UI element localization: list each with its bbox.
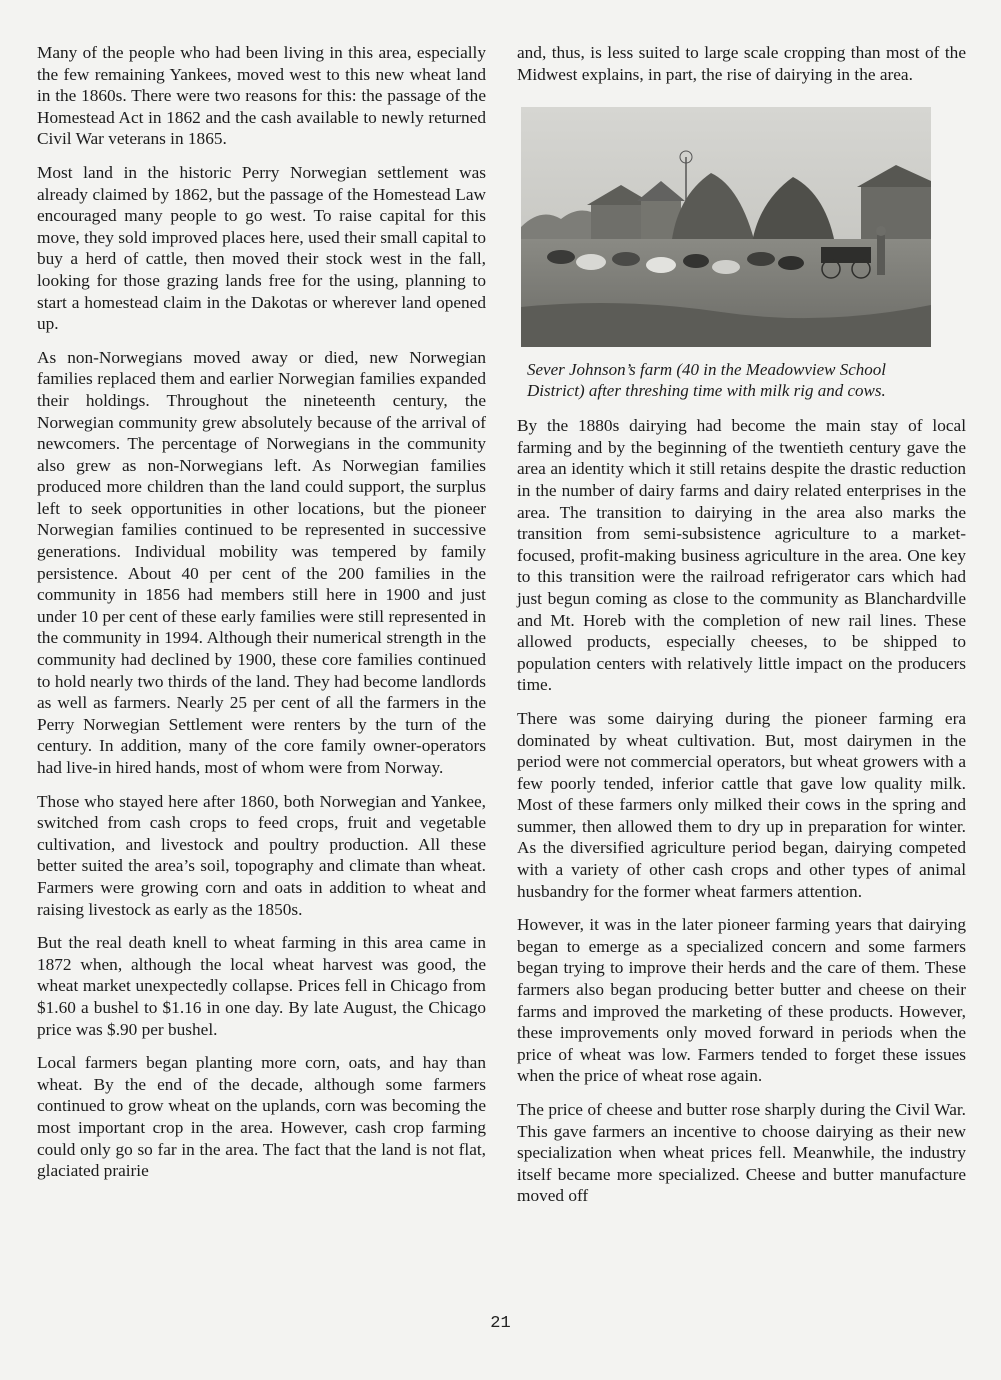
left-paragraph-3: As non-Norwegians moved away or died, new Norwegian families replaced them and earlier Norwegian families expanded their holdings. Throughout the nineteenth century, the Norwegian community grew absolutely because of the arrival of newcomers. The percentage of Norwegians in the community also grew as non-Norwegians left. As Norwegian families produced more children than the land could support, the surplus left to seek opportunities in other locations, but the pioneer Norwegian families continued to be represented in successive generations. Individual mobility was tempered by family persistence. About 40 per cent of the 200 families in the community in 1856 had members still here in 1900 and just under 10 per cent of these early families were still represented in the community in 1994. Although their numerical strength in the community had declined by 1900, these core families continued to hold nearly two thirds of the land. They had become landlords as well as farmers. Nearly 25 per cent of all the farmers in the Perry Norwegian Settlement were renters by the turn of the century. In addition, many of the core family owner-operators had live-in hired hands, most of whom were from Norway. (37, 347, 486, 777)
right-paragraph-1: By the 1880s dairying had become the main stay of local farming and by the beginning of the twentieth century gave the area an identity which it still retains despite the drastic reduction in the number of dairy farms and dairy related enterprises in the area. The transition to dairying in the area also marks the transition from semi-subsistence agriculture to a market-focused, profit-making business agriculture in the area. One key to this transition were the railroad refrigerator cars which had just begun coming as close to the community as Blanchardville and Mt. Horeb with the completion of new rail lines. These allowed products, especially cheeses, to be shipped to population centers with relatively little impact on the producers time. (517, 416, 966, 695)
left-paragraph-6: Local farmers began planting more corn, oats, and hay than wheat. By the end of the decade, although some farmers continued to grow wheat on the uplands, corn was becoming the most important crop in the area. However, cash crop farming could only go so far in the area. The fact that the land is not flat, glaciated prairie (37, 1053, 486, 1181)
right-paragraph-2: There was some dairying during the pioneer farming era dominated by wheat cultivation. But, most dairymen in the period were not commercial operators, but wheat growers with a few poorly tended, inferior cattle that gave low quality milk. Most of these farmers only milked their cows in the spring and summer, then allowed them to dry up in preparation for winter. As the diversified agriculture period began, dairying competed with a variety of other cash crops and other types of animal husbandry for the former wheat farmers attention. (517, 708, 966, 901)
photo-caption: Sever Johnson’s farm (40 in the Meadowview School District) after threshing time with milk rig and cows. (527, 360, 886, 401)
right-intro-paragraph: and, thus, is less suited to large scale cropping than most of the Midwest explains, in part, the rise of dairying in the area. (517, 43, 966, 84)
farm-photo (521, 107, 931, 347)
farm-photo-image (521, 107, 931, 347)
left-paragraph-5: But the real death knell to wheat farming in this area came in 1872 when, although the local wheat harvest was good, the wheat market unexpectedly collapse. Prices fell in Chicago from $1.60 a bushel to $1.16 in one day. By late August, the Chicago price was $.90 per bushel. (37, 933, 486, 1039)
right-column (517, 42, 966, 1219)
left-column (37, 42, 486, 1194)
right-paragraph-3: However, it was in the later pioneer farming years that dairying began to emerge as a specialized concern and some farmers began trying to improve their herds and the care of them. These farmers also began producing better butter and cheese on their farms and improved the marketing of these products. However, these improvements only moved forward in periods when the price of wheat was low. Farmers tended to forget these issues when the price of wheat rose again. (517, 915, 966, 1086)
left-paragraph-1: Many of the people who had been living in this area, especially the few remaining Yankees, moved west to this new wheat land in the 1860s. There were two reasons for this: the passage of the Homestead Act in 1862 and the cash available to newly returned Civil War veterans in 1865. (37, 43, 486, 149)
left-paragraph-4: Those who stayed here after 1860, both Norwegian and Yankee, switched from cash crops to feed crops, fruit and vegetable cultivation, and livestock and poultry production. All these better suited the area’s soil, topography and climate than wheat. Farmers were growing corn and oats in addition to wheat and raising livestock as early as the 1850s. (37, 791, 486, 919)
page-number: 21 (490, 1314, 511, 1333)
right-paragraph-4: The price of cheese and butter rose sharply during the Civil War. This gave farmers an incentive to choose dairying as their new specialization when wheat prices fell. Meanwhile, the industry itself became more specialized. Cheese and butter manufacture moved off (517, 1100, 966, 1206)
left-paragraph-2: Most land in the historic Perry Norwegian settlement was already claimed by 1862, but the passage of the Homestead Law encouraged many people to go west. To raise capital for this move, they sold improved places here, used their small capital to buy a herd of cattle, then moved their stock west in the fall, looking for those grazing lands free for the using, planning to start a homestead claim in the Dakotas or wherever land opened up. (37, 162, 486, 334)
